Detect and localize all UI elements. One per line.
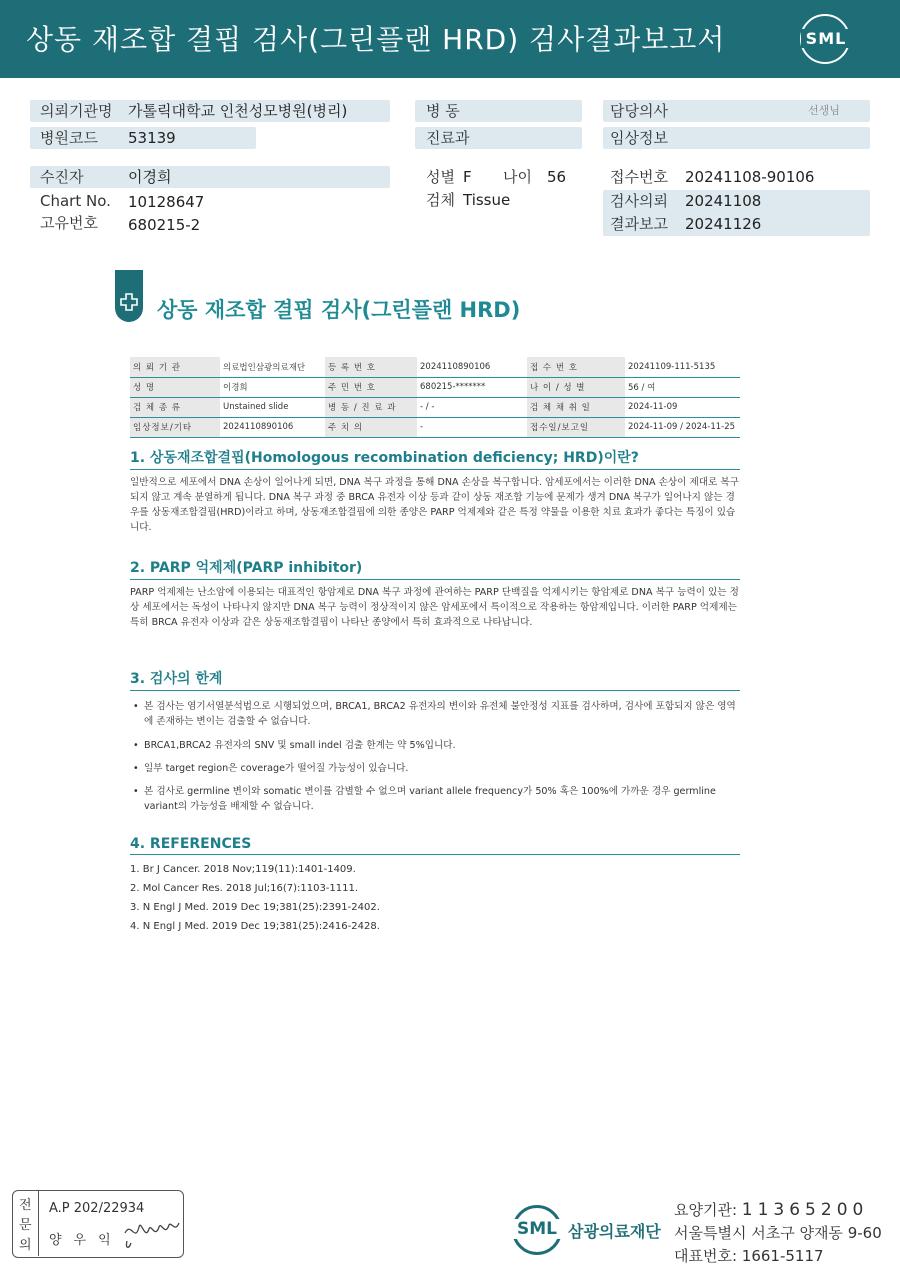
request-table-row [130,357,740,377]
care-org-label: 요양기관: [674,1201,742,1219]
reference-2: 2. Mol Cancer Res. 2018 Jul;16(7):1103-1111. [130,883,359,894]
table-header-cell: 병 동 / 진 료 과 [325,397,417,417]
table-header-cell: 성 명 [130,377,220,397]
signature-icon [121,1213,183,1251]
chart-no-value: 10128647 [128,193,205,211]
age-label: 나이 [503,168,532,186]
phone-line [674,1245,824,1266]
chart-no-label: Chart No. [40,192,111,210]
limit-item-2: • BRCA1,BRCA2 유전자의 SNV 및 small indel 검출 한계는 약 5%입니다. [130,738,740,753]
stamp-license: A.P 202/22934 [49,1201,145,1216]
table-value-cell: Unstained slide [220,397,325,417]
stamp-side [13,1191,39,1256]
ward-label: 병 동 [426,102,460,120]
table-header-cell: 검 체 종 류 [130,397,220,417]
section-3-title: 3. 검사의 한계 [130,668,740,691]
specimen-value: Tissue [463,191,511,209]
unique-no-value: 680215-2 [128,216,201,234]
table-value-cell: 2024110890106 [417,357,527,377]
limit-item-1: • 본 검사는 염기서열분석법으로 시행되었으며, BRCA1, BRCA2 유전자의 변이와 유전체 불안정성 지표를 검사하며, 검사에 포함되지 않은 영역에 존재하는 변이는 검출할 수 없습니다. [130,699,740,729]
clinical-info-label: 임상정보 [610,129,668,147]
request-date-value: 20241108 [685,192,762,210]
section-title: 상동 재조합 결핍 검사(그린플랜 HRD) [157,298,521,322]
cross-icon [119,292,139,312]
table-header-cell: 의 뢰 기 관 [130,357,220,377]
request-table-row [130,417,740,437]
table-header-cell: 주 치 의 [325,417,417,437]
section-1-text: 일반적으로 세포에서 DNA 손상이 일어나게 되면, DNA 복구 과정을 통해 DNA 손상을 복구합니다. 암세포에서는 이러한 DNA 손상이 제대로 복구되지 않고 계속 분열하게 됩니다. DNA 복구 과정 중 BRCA 유전자 이상 등과 같이 상동 재조합 기능에 문제가 생겨 DNA 복구가 일어나지 않는 경우를 상동재조합결핍(HRD)이라고 하며, 상동재조합결핍에 의한 종양은 PARP 억제제와 같은 특정 약물을 이용한 치료 효과가 좋다는 특징이 있습니다. [130,477,739,533]
table-header-cell: 등 록 번 호 [325,357,417,377]
reference-3: 3. N Engl J Med. 2019 Dec 19;381(25):2391-2402. [130,902,380,913]
table-header-cell: 나 이 / 성 별 [527,377,625,397]
patient-row [30,166,390,188]
table-value-cell: - [417,417,527,437]
sex-label: 성별 [426,168,455,186]
report-title: 상동 재조합 결핍 검사(그린플랜 HRD) 검사결과보고서 [26,23,726,56]
phone-label: 대표번호: [674,1247,742,1265]
sex-value: F [463,168,472,186]
footer-org-name: 삼광의료재단 [568,1222,661,1241]
stamp-side-2: 문 [19,1218,32,1233]
table-value-cell: 20241109-111-5135 [625,357,740,377]
header-bar [0,0,900,78]
reference-1: 1. Br J Cancer. 2018 Nov;119(11):1401-1409. [130,864,356,875]
sml-logo [800,14,850,64]
requesting-org-label: 의뢰기관명 [40,102,113,120]
hospital-code-value: 53139 [128,129,176,147]
request-table-row [130,397,740,417]
footer-sml-logo [512,1205,562,1255]
section-4-title: 4. REFERENCES [130,836,740,855]
limit-item-4: • 본 검사로 germline 변이와 somatic 변이를 감별할 수 없으며 variant allele frequency가 50% 혹은 100%에 가까운 경우 germline variant의 가능성을 배제할 수 없습니다. [130,784,740,814]
stamp-side-3: 의 [19,1238,32,1253]
table-value-cell: 2024-11-09 / 2024-11-25 [625,417,740,437]
care-org-value: 11365200 [741,1200,869,1220]
specialist-stamp [12,1190,184,1258]
sml-logo-text: SML [801,29,851,48]
age-value: 56 [547,168,567,186]
table-header-cell: 검 체 채 취 일 [527,397,625,417]
table-value-cell: 2024-11-09 [625,397,740,417]
table-header-cell: 접수일/보고일 [527,417,625,437]
table-header-cell: 접 수 번 호 [527,357,625,377]
unique-no-label: 고유번호 [40,214,98,232]
section-1-title: 1. 상동재조합결핍(Homologous recombination deficiency; HRD)이란? [130,447,740,470]
request-table-row [130,377,740,397]
section-2-text: PARP 억제제는 난소암에 이용되는 대표적인 항암제로 DNA 복구 과정에 관여하는 PARP 단백질을 억제시키는 항암제로 DNA 복구 능력이 있는 정상 세포에서는 독성이 나타나지 않지만 DNA 복구 능력이 정상적이지 않은 암세포에서 특이적으로 작용하는 항암제입니다. 이러한 PARP 억제제는 특히 BRCA 유전자 이상과 같은 상동재조합결핍이 나타난 종양에서 특히 효과적으로 나타납니다. [130,587,739,628]
patient-label: 수진자 [40,168,84,186]
table-value-cell: 680215-******* [417,377,527,397]
request-date-label: 검사의뢰 [610,192,668,210]
phone-value: 1661-5117 [741,1247,824,1265]
report-date-label: 결과보고 [610,215,668,233]
doctor-label: 담당의사 [610,102,668,120]
report-date-value: 20241126 [685,215,762,233]
specimen-label: 검체 [426,191,455,209]
table-header-cell: 주 민 번 호 [325,377,417,397]
table-value-cell: 56 / 여 [625,377,740,397]
doctor-suffix: 선생님 [808,104,840,117]
requesting-org-value: 가톨릭대학교 인천성모병원(병리) [128,102,348,120]
address-line: 서울특별시 서초구 양재동 9-60 [674,1224,882,1242]
stamp-name: 양우익 [49,1233,123,1248]
reference-4: 4. N Engl J Med. 2019 Dec 19;381(25):2416-2428. [130,921,380,932]
section-2-title: 2. PARP 억제제(PARP inhibitor) [130,557,740,580]
department-label: 진료과 [426,129,470,147]
table-value-cell: - / - [417,397,527,417]
table-header-cell: 임상정보/기타 [130,417,220,437]
footer-logo-text: SML [511,1219,563,1239]
limit-item-3: • 일부 target region은 coverage가 떨어질 가능성이 있습니다. [130,761,740,776]
table-value-cell: 의료법인삼광의료재단 [220,357,325,377]
receipt-no-value: 20241108-90106 [685,168,815,186]
stamp-side-1: 전 [19,1198,32,1213]
table-value-cell: 이경희 [220,377,325,397]
hospital-code-label: 병원코드 [40,129,98,147]
patient-name: 이경희 [128,168,172,186]
receipt-no-label: 접수번호 [610,168,668,186]
request-table [130,357,740,438]
section-badge [115,270,143,322]
table-value-cell: 2024110890106 [220,417,325,437]
care-org-line [674,1199,868,1220]
